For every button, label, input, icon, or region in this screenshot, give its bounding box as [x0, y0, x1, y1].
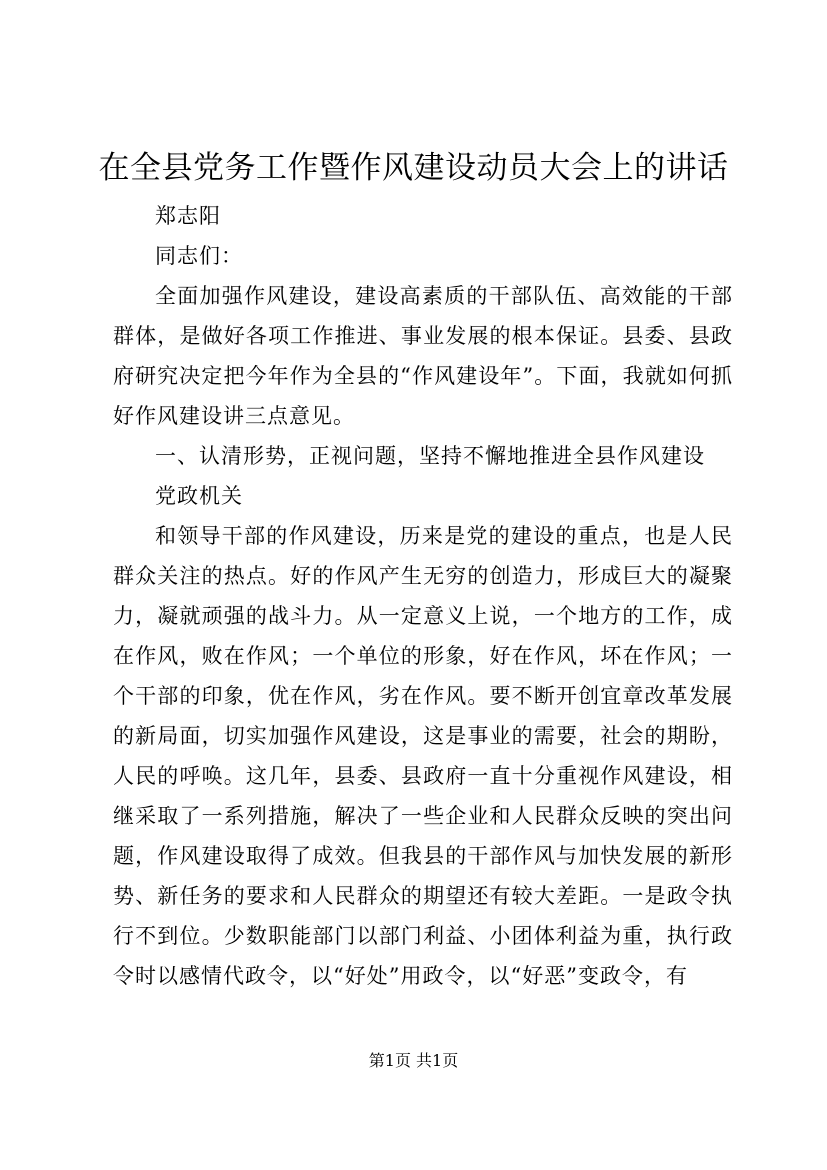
- salutation: 同志们：: [155, 244, 243, 268]
- subheading: 党政机关: [155, 484, 243, 508]
- author-line: [113, 196, 733, 236]
- section-heading: 一、认清形势，正视问题，坚持不懈地推进全县作风建设: [155, 444, 705, 468]
- document-title: 在全县党务工作暨作风建设动员大会上的讲话: [98, 150, 729, 186]
- page-number-footer: 第1页 共1页: [368, 1051, 459, 1070]
- subheading-line: [113, 476, 733, 516]
- body-paragraph-main: [113, 516, 733, 996]
- section-heading-line: [113, 436, 733, 476]
- author-name: 郑志阳: [155, 204, 221, 228]
- salutation-line: [113, 236, 733, 276]
- body-paragraph-intro: [113, 276, 733, 436]
- paragraph-intro: 全面加强作风建设，建设高素质的干部队伍、高效能的干部群体，是做好各项工作推进、事业发展的根本保证。县委、县政府研究决定把今年作为全县的“作风建设年”。下面，我就如何抓好作风建设讲三点意见。: [113, 284, 733, 428]
- paragraph-main: 和领导干部的作风建设，历来是党的建设的重点，也是人民群众关注的热点。好的作风产生无穷的创造力，形成巨大的凝聚力，凝就顽强的战斗力。从一定意义上说，一个地方的工作，成在作风，败在作风；一个单位的形象，好在作风，坏在作风；一个干部的印象，优在作风，劣在作风。要不断开创宜章改革发展的新局面，切实加强作风建设，这是事业的需要，社会的期盼，人民的呼唤。这几年，县委、县政府一直十分重视作风建设，相继采取了一系列措施，解决了一些企业和人民群众反映的突出问题，作风建设取得了成效。但我县的干部作风与加快发展的新形势、新任务的要求和人民群众的期望还有较大差距。一是政令执行不到位。少数职能部门以部门利益、小团体利益为重，执行政令时以感情代政令，以“好处”用政令，以“好恶”变政令，有: [113, 524, 733, 988]
